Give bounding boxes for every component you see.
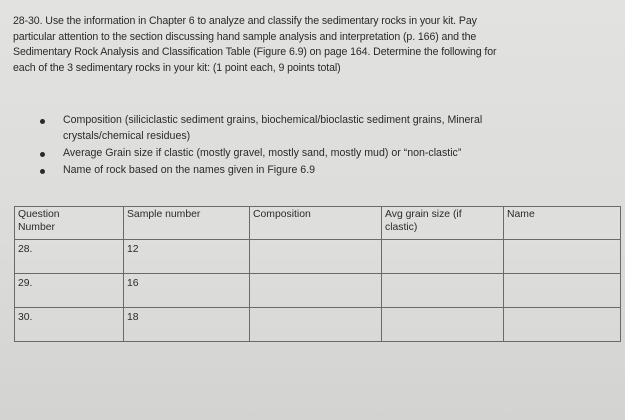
instructions-line: particular attention to the section discussing hand sample analysis and interpretation (p. 166) and the xyxy=(13,30,477,43)
cell-name[interactable] xyxy=(504,240,621,274)
bullet-icon xyxy=(40,119,45,124)
cell-question-number: 30. xyxy=(15,308,124,342)
instructions-line: each of the 3 sedimentary rocks in your kit: (1 point each, 9 points total) xyxy=(13,61,341,74)
cell-question-number: 28. xyxy=(15,240,124,274)
requirement-rock-name: Name of rock based on the names given in Figure 6.9 xyxy=(40,163,610,179)
cell-composition[interactable] xyxy=(250,274,382,308)
cell-avg-grain-size[interactable] xyxy=(382,274,504,308)
instructions-line: Sedimentary Rock Analysis and Classification Table (Figure 6.9) on page 164. Determine the following for xyxy=(13,46,497,58)
table-row xyxy=(15,308,621,342)
table-row xyxy=(15,240,621,274)
table-header-row xyxy=(15,207,621,240)
requirement-grain-size: Average Grain size if clastic (mostly gravel, mostly sand, mostly mud) or “non-clastic” xyxy=(40,146,610,162)
table-row xyxy=(15,274,621,308)
header-question-number: Question Number xyxy=(15,207,124,240)
requirements-list xyxy=(40,113,610,180)
bullet-icon xyxy=(40,169,45,174)
bullet-icon xyxy=(40,152,45,157)
cell-sample-number: 16 xyxy=(124,274,250,308)
cell-avg-grain-size[interactable] xyxy=(382,240,504,274)
header-avg-grain-size: Avg grain size (if clastic) xyxy=(382,207,504,240)
cell-question-number: 29. xyxy=(15,274,124,308)
header-composition: Composition xyxy=(250,207,382,240)
cell-avg-grain-size[interactable] xyxy=(382,308,504,342)
cell-sample-number: 12 xyxy=(124,240,250,274)
cell-composition[interactable] xyxy=(250,308,382,342)
requirement-composition: Composition (siliciclastic sediment grains, biochemical/bioclastic sediment grains, Mineral crystals/chemical residues) xyxy=(40,113,610,144)
cell-name[interactable] xyxy=(504,308,621,342)
cell-composition[interactable] xyxy=(250,240,382,274)
rock-classification-table xyxy=(14,206,621,342)
header-sample-number: Sample number xyxy=(124,207,250,240)
header-name: Name xyxy=(504,207,621,240)
cell-name[interactable] xyxy=(504,274,621,308)
instructions-line: 28-30. Use the information in Chapter 6 to analyze and classify the sedimentary rocks in your kit. Pay xyxy=(13,15,477,27)
cell-sample-number: 18 xyxy=(124,308,250,342)
instructions-paragraph xyxy=(13,14,619,76)
